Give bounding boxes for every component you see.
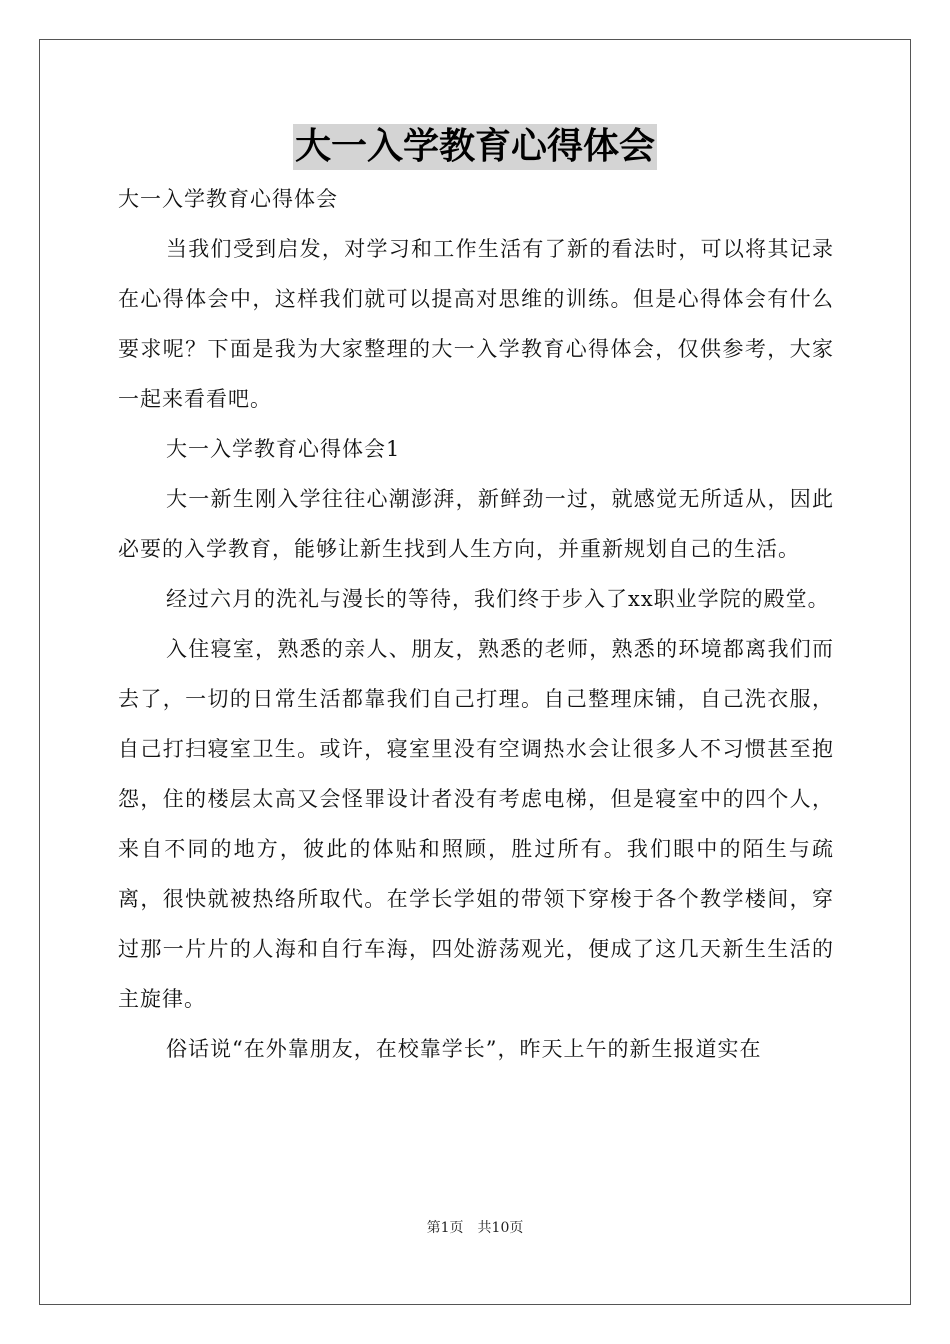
paragraph: 经过六月的洗礼与漫长的等待，我们终于步入了xx职业学院的殿堂。: [166, 587, 830, 611]
section-heading: 大一入学教育心得体会1: [166, 437, 401, 461]
page-number: 第1页: [426, 1220, 464, 1236]
paragraph-intro: 当我们受到启发，对学习和工作生活有了新的看法时，可以将其记录在心得体会中，这样我们就可以提高对思维的训练。但是心得体会有什么要求呢？下面是我为大家整理的大一入学教育心得体会，仅供参考，大家一起来看看吧。: [118, 237, 834, 411]
paragraph: 俗话说“在外靠朋友，在校靠学长”，昨天上午的新生报道实在: [166, 1037, 762, 1061]
page-footer: [0, 1218, 950, 1238]
paragraph: 大一新生刚入学往往心潮澎湃，新鲜劲一过，就感觉无所适从，因此必要的入学教育，能够让新生找到人生方向，并重新规划自己的生活。: [118, 487, 834, 561]
document-title: 大一入学教育心得体会: [293, 124, 657, 170]
paragraph: 入住寝室，熟悉的亲人、朋友，熟悉的老师，熟悉的环境都离我们而去了，一切的日常生活都靠我们自己打理。自己整理床铺，自己洗衣服，自己打扫寝室卫生。或许，寝室里没有空调热水会让很多人不习惯甚至抱怨，住的楼层太高又会怪罪设计者没有考虑电梯，但是寝室中的四个人，来自不同的地方，彼此的体贴和照顾，胜过所有。我们眼中的陌生与疏离，很快就被热络所取代。在学长学姐的带领下穿梭于各个教学楼间，穿过那一片片的人海和自行车海，四处游荡观光，便成了这几天新生生活的主旋律。: [118, 637, 834, 1011]
document-body: [118, 174, 834, 1074]
page-total: 共10页: [477, 1220, 524, 1236]
title-container: [0, 124, 950, 170]
document-subtitle: 大一入学教育心得体会: [118, 187, 338, 211]
